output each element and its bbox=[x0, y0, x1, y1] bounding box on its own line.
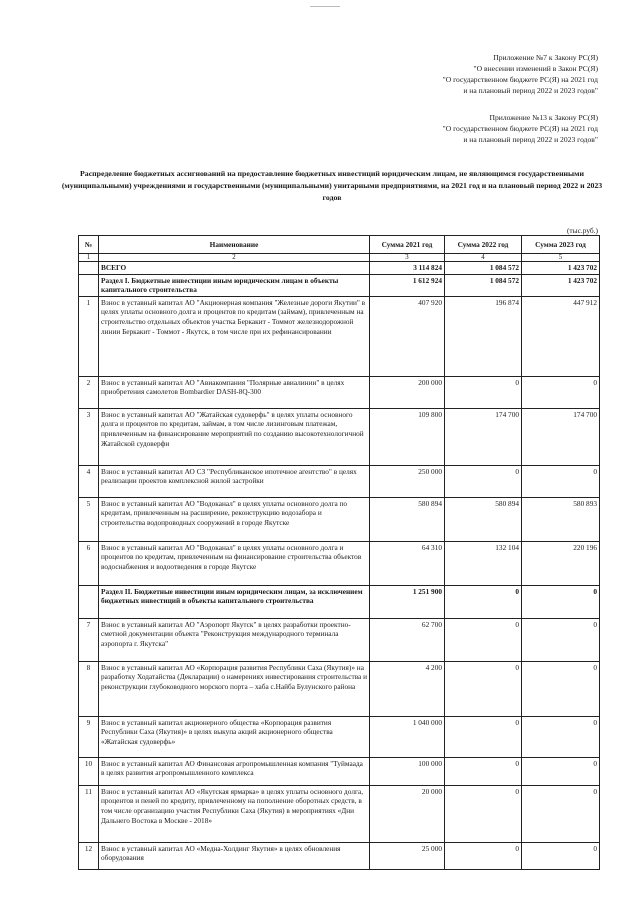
row-sum-2023: 0 bbox=[522, 757, 600, 785]
table-row bbox=[79, 757, 600, 785]
row-sum-2023: 0 bbox=[522, 661, 600, 716]
row-sum-2022: 0 bbox=[445, 661, 522, 716]
header-line: Приложение №7 к Закону РС(Я) bbox=[493, 53, 598, 62]
row-name: Взнос в уставный капитал АО «Корпорация развития Республики Саха (Якутия)» на разработку Ходатайства (Декларации) о намерениях инвестирования строительства и реконструкции глубоководного морского порта – хаба с.Найба Булунского района bbox=[99, 661, 370, 716]
row-sum-2021: 1 612 924 bbox=[370, 274, 445, 296]
row-sum-2023: 174 700 bbox=[522, 408, 600, 465]
row-name: Взнос в уставный капитал АО «Медна-Холдинг Якутия» в целях обновления оборудования bbox=[99, 842, 370, 869]
col-header-name: Наименование bbox=[99, 236, 370, 254]
table-body bbox=[79, 262, 600, 870]
row-sum-2022: 0 bbox=[445, 716, 522, 757]
row-number bbox=[79, 274, 99, 296]
col-header-no: № bbox=[79, 236, 99, 254]
header-line: Приложение №13 к Закону РС(Я) bbox=[489, 113, 598, 122]
row-number: 8 bbox=[79, 661, 99, 716]
row-number: 4 bbox=[79, 465, 99, 497]
row-number bbox=[79, 585, 99, 618]
row-sum-2023: 1 423 702 bbox=[522, 262, 600, 275]
row-sum-2022: 0 bbox=[445, 618, 522, 661]
row-sum-2022: 1 084 572 bbox=[445, 274, 522, 296]
row-name: Взнос в уставный капитал АО "Жатайская судоверфь" в целях уплаты основного долга и процентов по кредитам, займам, в том числе лизинговым платежам, привлеченным на финансирование мероприятий по созданию высокотехнологичной Жатайской судоверфи bbox=[99, 408, 370, 465]
row-name: Взнос в уставный капитал АО Финансовая агропромышленная компания "Туймаада в целях развития агропромышленного комплекса bbox=[99, 757, 370, 785]
col-header-2021: Сумма 2021 год bbox=[370, 236, 445, 254]
scan-artifact bbox=[310, 6, 340, 7]
col-header-2022: Сумма 2022 год bbox=[445, 236, 522, 254]
table-row bbox=[79, 497, 600, 541]
row-number: 9 bbox=[79, 716, 99, 757]
row-sum-2021: 20 000 bbox=[370, 785, 445, 842]
table-row bbox=[79, 541, 600, 585]
row-sum-2022: 174 700 bbox=[445, 408, 522, 465]
row-name: Взнос в уставный капитал АО "Авиакомпания "Полярные авиалинии" в целях приобретения самолетов Bombardier DASH-8Q-300 bbox=[99, 376, 370, 408]
row-sum-2022: 196 874 bbox=[445, 296, 522, 376]
row-number: 12 bbox=[79, 842, 99, 869]
row-sum-2023: 0 bbox=[522, 618, 600, 661]
row-number: 5 bbox=[79, 497, 99, 541]
row-sum-2023: 0 bbox=[522, 376, 600, 408]
row-number: 7 bbox=[79, 618, 99, 661]
header-line: "О государственном бюджете РС(Я) на 2021 год bbox=[442, 124, 598, 133]
row-sum-2021: 1 040 000 bbox=[370, 716, 445, 757]
row-sum-2021: 100 000 bbox=[370, 757, 445, 785]
table-row bbox=[79, 716, 600, 757]
row-number bbox=[79, 262, 99, 275]
row-sum-2021: 1 251 900 bbox=[370, 585, 445, 618]
row-sum-2021: 200 000 bbox=[370, 376, 445, 408]
row-sum-2021: 3 114 824 bbox=[370, 262, 445, 275]
table-row bbox=[79, 296, 600, 376]
row-number: 10 bbox=[79, 757, 99, 785]
header-line: "О внесении изменений в Закон РС(Я) bbox=[473, 64, 598, 73]
row-sum-2021: 64 310 bbox=[370, 541, 445, 585]
row-name: ВСЕГО bbox=[99, 262, 370, 275]
row-sum-2023: 0 bbox=[522, 716, 600, 757]
row-number: 6 bbox=[79, 541, 99, 585]
units-label: (тыс.руб.) bbox=[566, 226, 598, 235]
header-line: и на плановый период 2022 и 2023 годов" bbox=[463, 86, 598, 95]
row-sum-2021: 250 000 bbox=[370, 465, 445, 497]
row-sum-2023: 0 bbox=[522, 842, 600, 869]
row-sum-2021: 4 200 bbox=[370, 661, 445, 716]
row-name: Раздел II. Бюджетные инвестиции иным юридическим лицам, за исключением бюджетных инвестиций в объекты капитального строительства bbox=[99, 585, 370, 618]
row-sum-2022: 1 084 572 bbox=[445, 262, 522, 275]
row-sum-2021: 407 920 bbox=[370, 296, 445, 376]
row-sum-2022: 0 bbox=[445, 785, 522, 842]
col-number: 4 bbox=[445, 254, 522, 262]
row-sum-2021: 62 700 bbox=[370, 618, 445, 661]
table-row bbox=[79, 842, 600, 869]
col-number: 5 bbox=[522, 254, 600, 262]
row-sum-2022: 0 bbox=[445, 465, 522, 497]
table-row bbox=[79, 585, 600, 618]
row-sum-2023: 580 893 bbox=[522, 497, 600, 541]
col-header-2023: Сумма 2023 год bbox=[522, 236, 600, 254]
table-row bbox=[79, 408, 600, 465]
row-name: Взнос в уставный капитал АО "Акционерная компания "Железные дороги Якутии" в целях уплаты основного долга и процентов по кредитам (займам), привлеченным на строительство отдельных объектов участка Беркакит - Томмот железнодорожной линии Беркакит - Томмот - Якутск, в том числе при их рефинансировании bbox=[99, 296, 370, 376]
row-sum-2022: 0 bbox=[445, 757, 522, 785]
column-number-row bbox=[79, 254, 600, 262]
table-row bbox=[79, 618, 600, 661]
row-sum-2022: 132 104 bbox=[445, 541, 522, 585]
row-sum-2022: 0 bbox=[445, 376, 522, 408]
appendix-header-13 bbox=[443, 112, 598, 145]
row-name: Взнос в уставный капитал АО "Водоканал" в целях уплаты основного долга и процентов по кредитам, привлеченным на финансирование строительства объектов водоснабжения и водоотведения в городе Якутске bbox=[99, 541, 370, 585]
col-number: 3 bbox=[370, 254, 445, 262]
table-row bbox=[79, 661, 600, 716]
row-sum-2021: 25 000 bbox=[370, 842, 445, 869]
table-header-row bbox=[79, 236, 600, 254]
row-sum-2023: 447 912 bbox=[522, 296, 600, 376]
table-row bbox=[79, 274, 600, 296]
table-row bbox=[79, 785, 600, 842]
row-sum-2023: 0 bbox=[522, 465, 600, 497]
row-number: 3 bbox=[79, 408, 99, 465]
row-name: Взнос в уставный капитал АО «Якутская ярмарка» в целях уплаты основного долга, процентов и пеней по кредиту, привлеченному на пополнение оборотных средств, в том числе организацию участия Республики Саха (Якутия) в мероприятиях «Дни Дальнего Востока в Москве - 2018» bbox=[99, 785, 370, 842]
row-number: 11 bbox=[79, 785, 99, 842]
row-number: 1 bbox=[79, 296, 99, 376]
row-sum-2022: 0 bbox=[445, 585, 522, 618]
document-title: Распределение бюджетных ассигнований на предоставление бюджетных инвестиций юридическим лицам, не являющимся государственными (муниципальными) учреждениями и государственными (муниципальными) унитарными предприятиями, на 2021 год и на плановый период 2022 и 2023 годов bbox=[61, 169, 603, 202]
col-number: 1 bbox=[79, 254, 99, 262]
row-sum-2022: 0 bbox=[445, 842, 522, 869]
appendix-header-7 bbox=[443, 52, 598, 96]
row-sum-2023: 0 bbox=[522, 785, 600, 842]
table-row bbox=[79, 262, 600, 275]
row-sum-2023: 220 196 bbox=[522, 541, 600, 585]
row-sum-2022: 580 894 bbox=[445, 497, 522, 541]
row-number: 2 bbox=[79, 376, 99, 408]
header-line: "О государственном бюджете РС(Я) на 2021 год bbox=[442, 75, 598, 84]
col-number: 2 bbox=[99, 254, 370, 262]
row-name: Взнос в уставный капитал АО СЗ "Республиканское ипотечное агентство" в целях реализации проектов комплексной жилой застройки bbox=[99, 465, 370, 497]
row-sum-2023: 0 bbox=[522, 585, 600, 618]
row-name: Раздел I. Бюджетные инвестиции иным юридическим лицам в объекты капитального строительства bbox=[99, 274, 370, 296]
row-name: Взнос в уставный капитал АО "Аэропорт Якутск" в целях разработки проектно-сметной документации объекта "Реконструкция международного терминала аэропорта г. Якутска" bbox=[99, 618, 370, 661]
row-sum-2021: 109 800 bbox=[370, 408, 445, 465]
header-line: и на плановый период 2022 и 2023 годов" bbox=[463, 135, 598, 144]
row-sum-2023: 1 423 702 bbox=[522, 274, 600, 296]
table-row bbox=[79, 465, 600, 497]
budget-table bbox=[78, 235, 600, 870]
row-name: Взнос в уставный капитал АО "Водоканал" в целях уплаты основного долга по кредитам, привлеченным на расширение, реконструкцию водозабора и строительства водопроводных сооружений в городе Якутске bbox=[99, 497, 370, 541]
table-row bbox=[79, 376, 600, 408]
row-name: Взнос в уставный капитал акционерного общества «Корпорация развития Республики Саха (Якутия)» в целях выкупа акций акционерного общества «Жатайская судоверфь» bbox=[99, 716, 370, 757]
row-sum-2021: 580 894 bbox=[370, 497, 445, 541]
